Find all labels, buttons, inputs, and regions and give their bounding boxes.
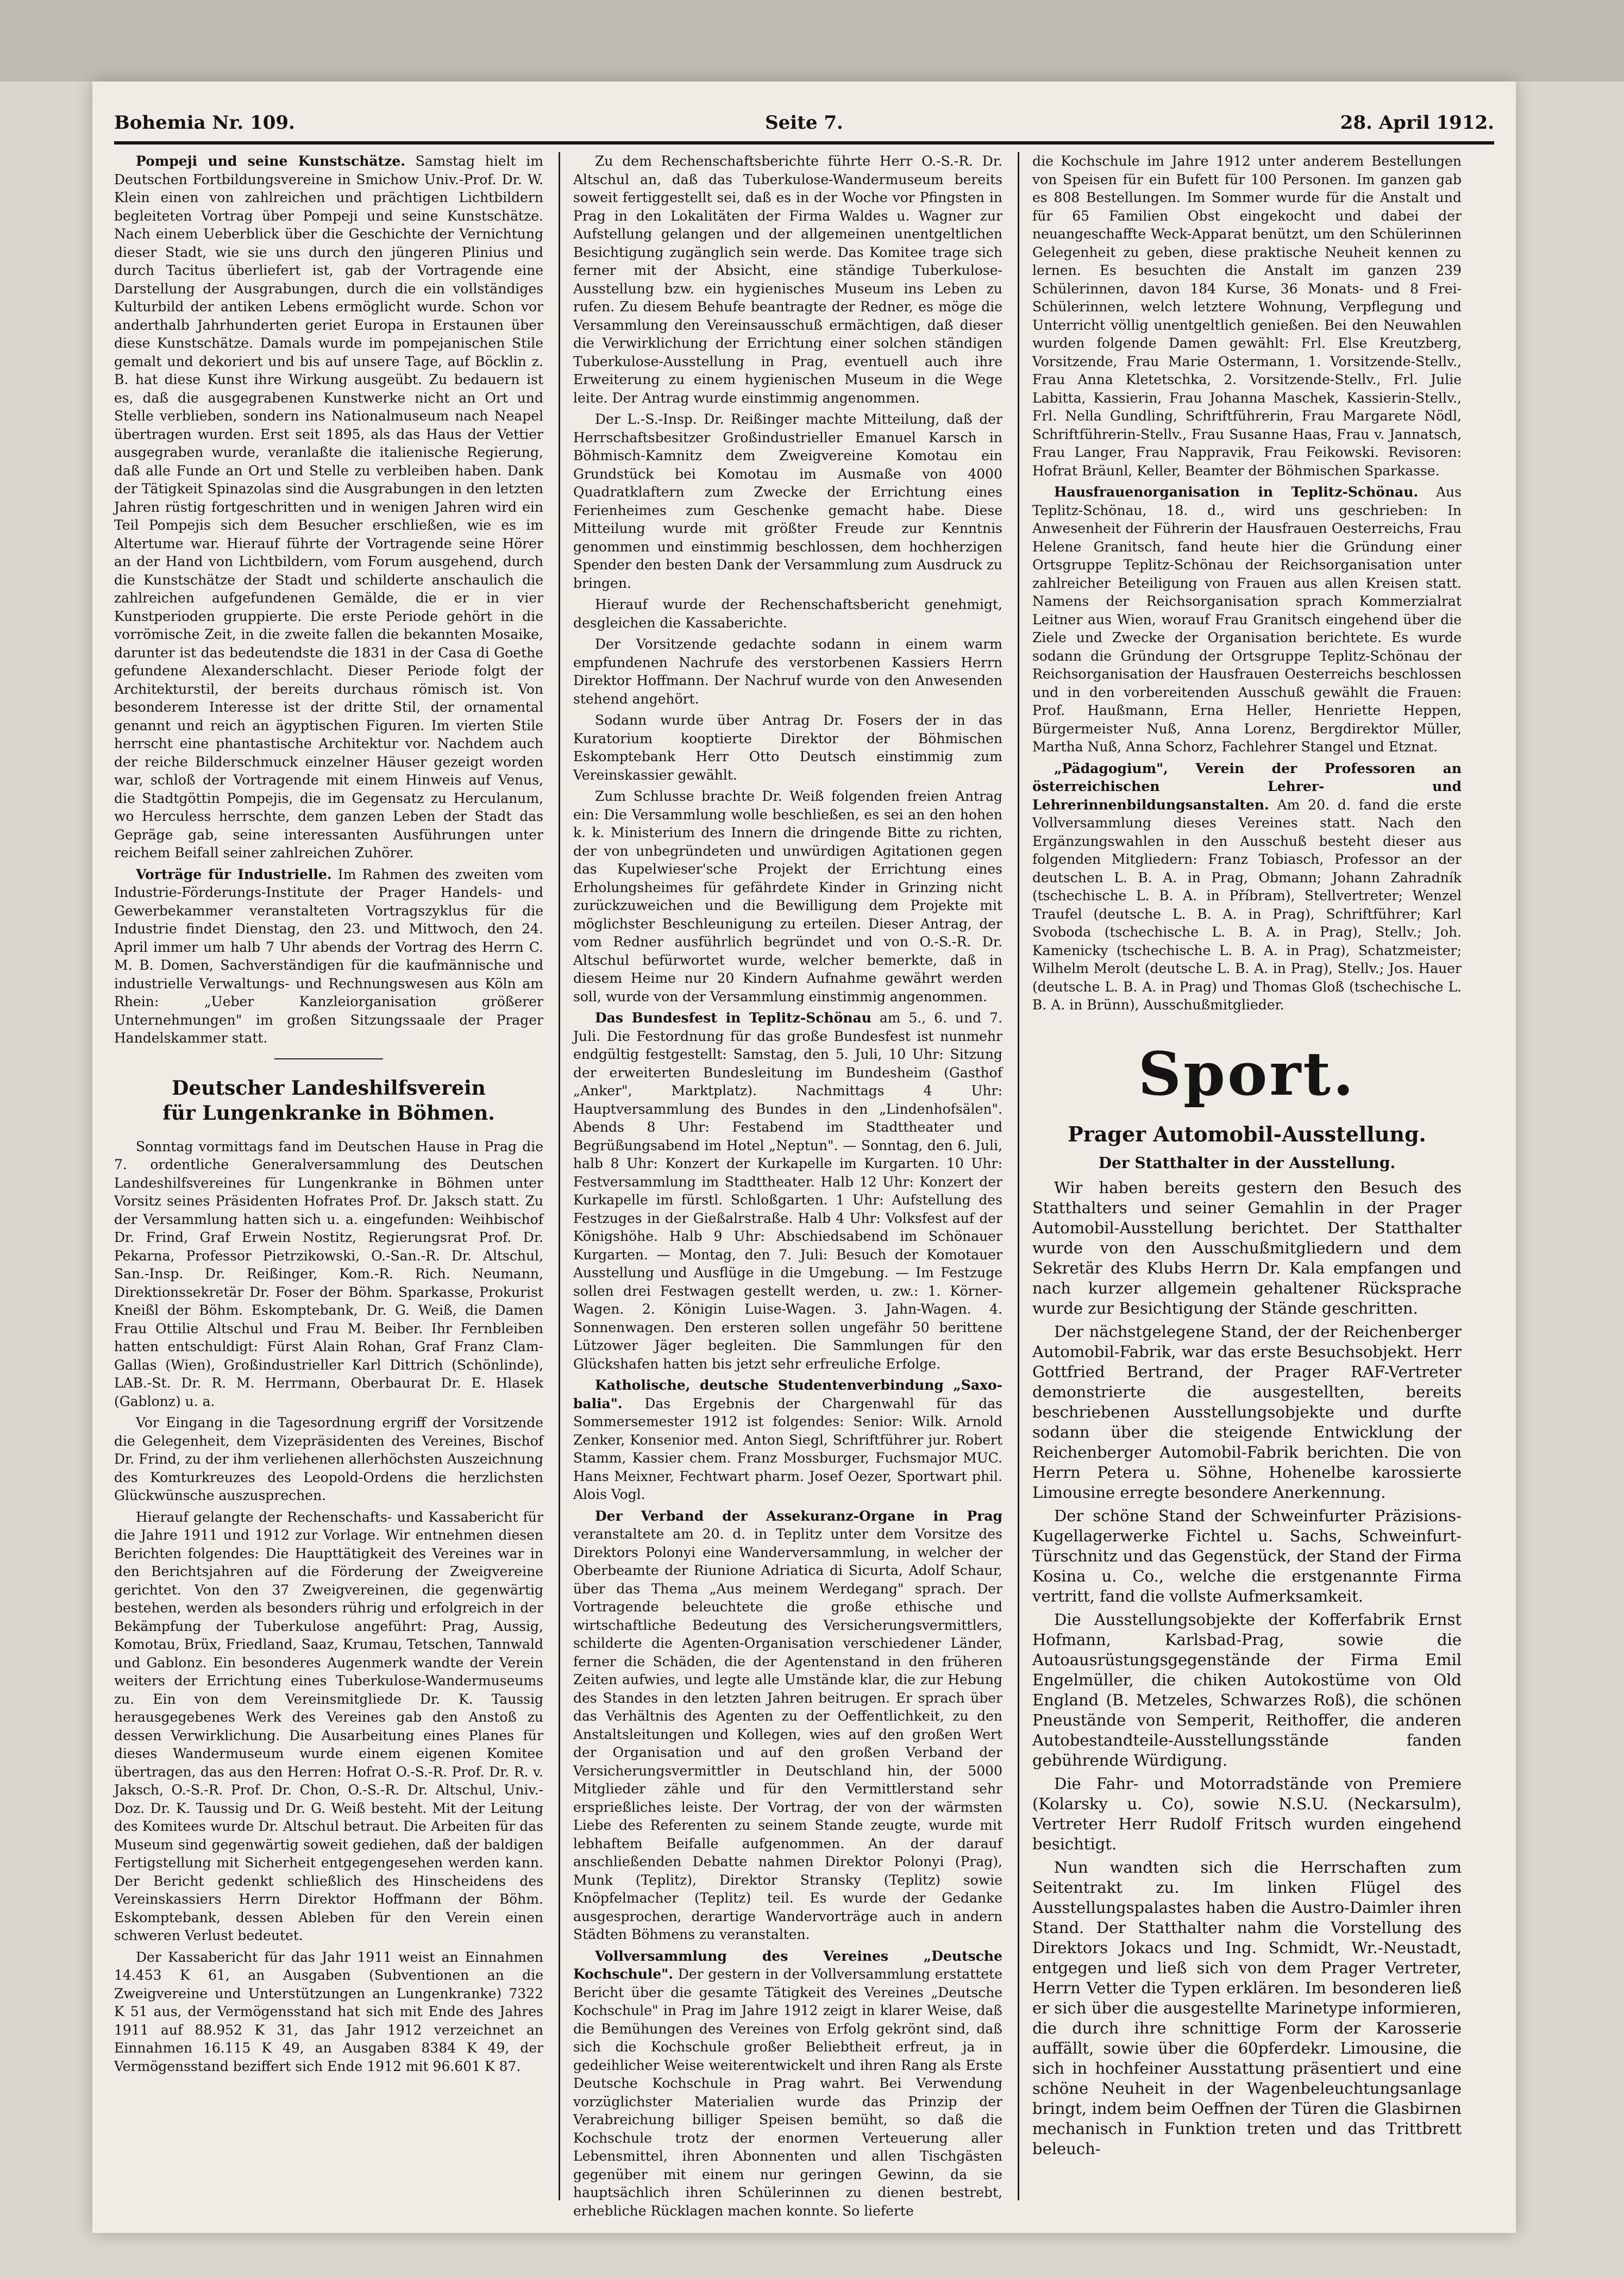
- column-2: [573, 152, 1002, 2219]
- sport-article-body: [1032, 1178, 1462, 2159]
- paragraph: Die Ausstellungsobjekte der Kofferfabrik Ernst Hofmann, Karlsbad-Prag, sowie die Autoausrüstungsgegenstände der Firma Emil Engelmüller, die chiken Autokostüme von Old England (B. Metzeles, Schwarzes Roß), die schönen Pneustände von Semperit, Reithoffer, die anderen Autobestandteile-Ausstellungsstände fanden gebührende Würdigung.: [1032, 1610, 1462, 1769]
- article-assekuranz: [573, 1507, 1002, 1944]
- column-divider: [1018, 152, 1019, 2200]
- newspaper-page: [92, 81, 1516, 2233]
- article-kochschule: [573, 1947, 1002, 2220]
- separator-rule: [274, 1058, 383, 1059]
- article-hausfrauen: [1032, 483, 1462, 756]
- paragraph: Sonntag vormittags fand im Deutschen Hause in Prag die 7. ordentliche Generalversammlung des Deutschen Landeshilfsvereines für Lungenkranke in Böhmen unter Vorsitz seines Präsidenten Hofrates Prof. Dr. Jaksch statt. Zu der Versammlung hatten sich u. a. eingefunden: Weihbischof Dr. Frind, Graf Erwein Nostitz, Regierungsrat Prof. Dr. Pekarna, Professor Pietrzikowski, O.-San.-R. Dr. Altschul, San.-Insp. Dr. Reißinger, Kom.-R. Rich. Neumann, Direktionssekretär Dr. Foser der Böhm. Sparkasse, Prokurist Kneißl der Böhm. Eskomptebank, Dr. G. Weiß, die Damen Frau Ottilie Altschul und Frau M. Beiber. Ihr Fernbleiben hatten entschuldigt: Fürst Alain Rohan, Graf Franz Clam-Gallas (Wien), Großindustrieller Karl Dittrich (Schönlinde), LAB.-St. Dr. R. M. Herrmann, Oberbaurat Dr. E. Hlasek (Gablonz) u. a.: [114, 1138, 543, 1409]
- header-date: 28. April 1912.: [1340, 112, 1494, 134]
- paragraph: Zu dem Rechenschaftsberichte führte Herr O.-S.-R. Dr. Altschul an, daß das Tuberkulose-Wandermuseum bereits soweit fertiggestellt sei, daß es in der Woche vor Pfingsten in Prag in den Lokalitäten der Firma Waldes u. Wagner zur Aufstellung gelangen und der allgemeinen unentgeltlichen Besichtigung zugänglich sein werde. Das Komitee trage sich ferner mit der Absicht, eine ständige Tuberkulose-Ausstellung bzw. ein hygienisches Museum ins Leben zu rufen. Zu diesem Behufe beantragte der Redner, es möge die Versammlung den Vereinsausschuß ermächtigen, daß dieser die Verwirklichung der Errichtung einer solchen ständigen Tuberkulose-Ausstellung in Prag, eventuell auch ihre Erweiterung zu einem hygienischen Museum in die Wege leite. Der Antrag wurde einstimmig angenommen.: [573, 153, 1002, 406]
- article-body: am 5., 6. und 7. Juli. Die Festordnung für das große Bundesfest ist nunmehr endgültig festgestellt: Samstag, den 5. Juli, 10 Uhr: Sitzung der erweiterten Bundesleitung im Bundesheim (Gasthof „Anker", Marktplatz). Nachmittags 4 Uhr: Hauptversammlung des Bundes in den „Lindenhofsälen". Abends 8 Uhr: Festabend im Stadttheater und Begrüßungsabend im Hotel „Neptun". — Sonntag, den 6. Juli, halb 8 Uhr: Konzert der Kurkapelle im Kurgarten. 10 Uhr: Festversammlung im Stadttheater. Halb 12 Uhr: Konzert der Kurkapelle im fürstl. Schloßgarten. 1 Uhr: Aufstellung des Festzuges in der Gießalrstraße. Halb 4 Uhr: Volksfest auf der Königshöhe. Halb 9 Uhr: Abschiedsabend im Schönauer Kurgarten. — Montag, den 7. Juli: Besuch der Komotauer Ausstellung und Ausflüge in die Umgebung. — Im Festzuge sollen drei Festwagen gestellt werden, u. zw.: 1. Körner-Wagen. 2. Königin Luise-Wagen. 3. Jahn-Wagen. 4. Sonnenwagen. Den ersteren sollen ungefähr 50 berittene Lützower Jäger begleiten. Die Sammlungen für den Glückshafen hatten bis jetzt sehr erfreuliche Erfolge.: [573, 1010, 1002, 1372]
- paragraph: Die Fahr- und Motorradstände von Premiere (Kolarsky u. Co), sowie N.S.U. (Neckarsulm), Vertreter Herr Rudolf Fritsch wurden eingehend besichtigt.: [1032, 1774, 1462, 1853]
- heading-line: für Lungenkranke in Böhmen.: [162, 1101, 495, 1125]
- article-lead: Katholische, deutsche Studentenverbindung „Saxo-balia".: [573, 1377, 1002, 1411]
- article-body: Samstag hielt im Deutschen Fortbildungsvereine in Smichow Univ.-Prof. Dr. W. Klein einen von zahlreichen und prächtigen Lichtbildern begleiteten Vortrag über Pompeji und seine Kunstschätze. Nach einem Ueberblick über die Geschichte der Vernichtung dieser Stadt, wie sie uns durch den jüngeren Plinius und durch Tacitus überliefert ist, gab der Vortragende eine Darstellung der Ausgrabungen, durch die ein vollständiges Kulturbild der antiken Lebens ermöglicht wurde. Schon vor anderthalb Jahrhunderten geriet Europa in Erstaunen über diese Kunstschätze. Damals wurde im pompejanischen Stile gemalt und dekoriert und bis auf unsere Tage, auf Böcklin z. B. hat diese Kunst ihre Wirkung ausgeübt. Zu bedauern ist es, daß die ausgegrabenen Kunstwerke nicht an Ort und Stelle verblieben, sondern ins Nationalmuseum nach Neapel übertragen wurden. Erst seit 1895, als das Haus der Vettier ausgegraben wurde, veranlaßte die italienische Regierung, daß alle Funde an Ort und Stelle zu verbleiben haben. Dank der Tätigkeit Spinazolas sind die Ausgrabungen in den letzten Jahren rüstig fortgeschritten und in wenigen Jahren wird ein Teil Pompejis sich dem Besucher erschließen, wie es im Altertume war. Hierauf führte der Vortragende seine Hörer an der Hand von Lichtbildern, vom Forum ausgehend, durch die Kunstschätze der Stadt und schilderte anschaulich die zahlreichen aufgefundenen Gemälde, die er in vier Kunstperioden gruppierte. Die erste Periode gehört in die vorrömische Zeit, in die zweite fallen die bekannten Mosaike, darunter ist das bedeutendste die 1831 in der Casa di Goethe gefundene Alexanderschlacht. Dieser Periode folgt der Architekturstil, der bereits durchaus römisch ist. Von besonderem Interesse ist der dritte Stil, der ornamental genannt und reich an ägyptischen Figuren. Im vierten Stile herrscht eine phantastische Architektur vor. Nachdem auch der reiche Bilderschmuck einzelner Häuser gezeigt worden war, schloß der Vortragende mit einem Hinweis auf Venus, die Stadtgöttin Pompejis, die im Gegensatz zu Herculanum, wo Herculess herrschte, dem ganzen Leben der Stadt das Gepräge gab, seine interessanten Ausführungen unter reichem Beifall seiner zahlreichen Zuhörer.: [114, 153, 543, 861]
- article-lead: Der Verband der Assekuranz-Organe in Prag: [595, 1508, 1002, 1524]
- article-subheading: Der Statthalter in der Ausstellung.: [1098, 1154, 1396, 1172]
- header-page-number: Seite 7.: [765, 112, 843, 134]
- article-lead: Hausfrauenorganisation in Teplitz-Schönau.: [1054, 484, 1419, 500]
- paragraph: Der L.-S.-Insp. Dr. Reißinger machte Mitteilung, daß der Herrschaftsbesitzer Großindustrieller Emanuel Karsch in Böhmisch-Kamnitz dem Zweigvereine Komotau ein Grundstück bei Komotau im Ausmaße von 4000 Quadratklaftern zum Zwecke der Errichtung eines Ferienheimes zum Geschenke gemacht habe. Diese Mitteilung wurde mit größter Freude zur Kenntnis genommen und einstimmig beschlossen, dem hochherzigen Spender den besten Dank der Versammlung zum Ausdruck zu bringen.: [573, 411, 1002, 591]
- paragraph: Der schöne Stand der Schweinfurter Präzisions-Kugellagerwerke Fichtel u. Sachs, Schweinfurt-Türschnitz und das Gegenstück, der Stand der Firma Kosina u. Co., welche die erstgenannte Firma vertritt, fand die vollste Aufmerksamkeit.: [1032, 1506, 1462, 1605]
- article-lead: Vollversammlung des Vereines „Deutsche Kochschule".: [573, 1948, 1002, 1982]
- paragraph: Der nächstgelegene Stand, der der Reichenberger Automobil-Fabrik, war das erste Besuchsobjekt. Herr Gottfried Bertrand, der Prager RAF-Vertreter demonstrierte die ausgestellten, bereits beschriebenen Ausstellungsobjekte und durfte sodann über die steigende Entwicklung der Reichenberger Automobil-Fabrik berichten. Die von Herrn Petera u. Söhne, Hohenelbe karossierte Limousine erregte besondere Anerkennung.: [1032, 1322, 1462, 1502]
- paragraph: die Kochschule im Jahre 1912 unter anderem Bestellungen von Speisen für ein Bufett für 100 Personen. Im ganzen gab es 808 Bestellungen. Im Sommer wurde für die Anstalt und für 65 Familien Obst eingekocht und dabei der neuangeschaffte Weck-Apparat benützt, um den Schülerinnen Gelegenheit zu geben, diese praktische Neuheit kennen zu lernen. Es besuchten die Anstalt im ganzen 239 Schülerinnen, davon 184 Kurse, 36 Monats- und 8 Frei-Schülerinnen, welch letztere Wohnung, Verpflegung und Unterricht völlig unentgeltlich genießen. Bei den Neuwahlen wurden folgende Damen gewählt: Frl. Else Kreutzberg, Vorsitzende, Frau Marie Ostermann, 1. Vorsitzende-Stellv., Frau Anna Kletetschka, 2. Vorsitzende-Stellv., Frl. Julie Labitta, Kassierin, Frau Johanna Maschek, Kassierin-Stellv., Frl. Nella Gundling, Schriftführerin, Frau Margarete Nödl, Schriftführerin-Stellv., Frau Susanne Haas, Frau v. Jannatsch, Frau Langer, Frau Nappravik, Frau Feikowski. Revisoren: Hofrat Bräunl, Keller, Beamter der Böhmischen Sparkasse.: [1032, 153, 1462, 479]
- header-paper-name: Bohemia Nr. 109.: [114, 112, 295, 134]
- article-body: Am 20. d. fand die erste Vollversammlung dieses Vereines statt. Nach den Ergänzungswahlen in den Ausschuß besteht dieser aus folgenden Mitgliedern: Franz Tobiasch, Professor an der deutschen L. B. A. in Prag, Obmann; Johann Zahradník (tschechische L. B. A. in Příbram), Stellvertreter; Wenzel Traufel (deutsche L. B. A. in Prag), Schriftführer; Karl Svoboda (tschechische L. B. A. in Prag), Stellv.; Joh. Kamenicky (tschechische L. B. A. in Prag), Schatzmeister; Wilhelm Merolt (deutsche L. B. A. in Prag), Stellv.; Jos. Hauer (deutsche L. B. A. in Prag) und Thomas Gloß (tschechische L. B. A. in Brünn), Ausschußmitglieder.: [1032, 796, 1462, 1013]
- column-1: [114, 152, 543, 2200]
- article-body: veranstaltete am 20. d. in Teplitz unter dem Vorsitze des Direktors Polonyi eine Wanderversammlung, in welcher der Oberbeamte der Riunione Adriatica di Sicurta, Adolf Schaur, über das Thema „Aus meinem Werdegang" sprach. Der Vortragende beleuchtete die große ethische und wirtschaftliche Bedeutung des Versicherungsvermittlers, schilderte die Agenten-Organisation verschiedener Länder, ferner die Schäden, die der Agentenstand in den früheren Zeiten aufwies, und legte alle Umstände klar, die zur Hebung des Standes in den letzten Jahren beitrugen. Er sprach über das Verhältnis des Agenten zu der Oeffentlichkeit, zu den Anstaltsleitungen und Kollegen, wies auf den großen Wert der Organisation und auf den großen Verband der Versicherungsvermittler in Deutschland hin, der 5000 Mitglieder zähle und für den Vermittlerstand sehr ersprießliches leiste. Der Vortrag, der von der wärmsten Liebe des Referenten zu seinem Stande zeugte, wurde mit lebhaftem Beifalle aufgenommen. An der darauf anschließenden Debatte nahmen Direktor Polonyi (Prag), Munk (Teplitz), Direktor Stransky (Teplitz) sowie Knöpfelmacher (Teplitz) teil. Es wurde der Gedanke ausgesprochen, derartige Wandervorträge auch in andern Städten Böhmens zu veranstalten.: [573, 1526, 1002, 1942]
- article-lead: Vorträge für Industrielle.: [136, 866, 332, 882]
- paragraph: Der Vorsitzende gedachte sodann in einem warm empfundenen Nachrufe des verstorbenen Kassiers Herrn Direktor Hoffmann. Der Nachruf wurde von den Anwesenden stehend angehört.: [573, 636, 1002, 707]
- column-3: [1032, 152, 1462, 2200]
- article-pompeji: [114, 152, 543, 862]
- paragraph: Zum Schlusse brachte Dr. Weiß folgenden freien Antrag ein: Die Versammlung wolle beschließen, es sei an den hohen k. k. Ministerium des Innern die dringende Bitte zu richten, der von unbegründeten und unwürdigen Agitationen gegen das Kupelwieser'sche Projekt der Errichtung eines Erholungsheimes für gefährdete Kinder in Grinzing nicht zurückzuweichen und die Bewilligung dem Projekte mit möglichster Beschleunigung zu erteilen. Dieser Antrag, der vom Redner ausführlich begründet und von O.-S.-R. Dr. Altschul befürwortet wurde, welcher bemerkte, daß in diesem Heime nur 20 Kindern Aufnahme gewährt werden soll, wurde von der Versammlung einstimmig angenommen.: [573, 788, 1002, 1005]
- article-lead: Das Bundesfest in Teplitz-Schönau: [595, 1010, 871, 1026]
- section-heading-sport: Sport.: [1138, 1038, 1356, 1109]
- header-rule: [114, 141, 1494, 145]
- page-header: [114, 101, 1494, 145]
- article-heading-automobil: Prager Automobil-Ausstellung.: [1068, 1121, 1426, 1146]
- article-body: Im Rahmen des zweiten vom Industrie-Förderungs-Institute der Prager Handels- und Gewerbekammer veranstalteten Vortragszyklus für die Industrie findet Dienstag, den 23. und Mittwoch, den 24. April immer um halb 7 Uhr abends der Vortrag des Herrn C. M. B. Domen, Sachverständigen für die kaufmännische und industrielle Verwaltungs- und Rechnungswesen aus Köln am Rhein: „Ueber Kanzleiorganisation größerer Unternehmungen" im großen Sitzungssaale der Prager Handelskammer statt.: [114, 866, 544, 1046]
- paragraph: Nun wandten sich die Herrschaften zum Seitentrakt zu. Im linken Flügel des Ausstellungspalastes haben die Austro-Daimler ihren Stand. Der Statthalter nahm die Vorstellung des Direktors Jokacs und Ing. Schmidt, Wr.-Neustadt, entgegen und ließ sich von dem Prager Vertreter, Herrn Vetter die Typen erklären. Im besonderen ließ er sich über die ausgestellte Marinetype informieren, die durch ihre schnittige Form der Karosserie auffällt, sowie über die 60pferdekr. Limousine, die sich in hochfeiner Ausstattung präsentiert und eine schöne Neuheit in der Wagenbeleuchtungsanlage bringt, indem beim Oeffnen der Türen die Glasbirnen mechanisch in Funktion treten und das Trittbrett beleuch-: [1032, 1857, 1462, 2158]
- article-body: Der gestern in der Vollversammlung erstattete Bericht über die gesamte Tätigkeit des Vereines „Deutsche Kochschule" in Prag im Jahre 1912 zeigt in klarer Weise, daß die Bemühungen des Vereines von Erfolg gekrönt sind, daß sich die Kochschule großer Beliebtheit erfreut, ja in gedeihlicher Weise weiterentwickelt und ihren Rang als Erste Deutsche Kochschule in Prag wahrt. Bei Verwendung vorzüglichster Materialien wurde das Prinzip der Verabreichung billiger Speisen bemüht, so daß die Kochschule trotz der enormen Verteuerung aller Lebensmittel, ihren Abonnenten und allen Tischgästen gegenüber mit einem nur geringen Gewinn, da sie hauptsächlich ihren Schülerinnen zu dienen bestrebt, erhebliche Rücklagen machen konnte. So lieferte: [573, 1966, 1002, 2219]
- article-body: Das Ergebnis der Chargenwahl für das Sommersemester 1912 ist folgendes: Senior: Wilk. Arnold Zenker, Konsenior med. Anton Siegl, Schriftführer jur. Robert Stamm, Kassier chem. Franz Mossburger, Fuchsmajor MUC. Hans Meixner, Fechtwart pharm. Josef Oezer, Sportwart phil. Alois Vogl.: [573, 1395, 1002, 1502]
- paragraph: Wir haben bereits gestern den Besuch des Statthalters und seiner Gemahlin in der Prager Automobil-Ausstellung berichtet. Der Statthalter wurde von den Ausschußmitgliedern und dem Sekretär des Klubs Herrn Dr. Kala empfangen und nach kurzer allgemein gehaltener Rücksprache wurde zur Besichtigung der Stände geschritten.: [1032, 1178, 1462, 1317]
- article-lead: „Pädagogium", Verein der Professoren an österreichischen Lehrer- und Lehrerinnenbildungsanstalten.: [1032, 760, 1462, 813]
- paragraph: Sodann wurde über Antrag Dr. Fosers der in das Kuratorium kooptierte Direktor der Böhmischen Eskomptebank Herr Otto Deutsch einstimmig zum Vereinskassier gewählt.: [573, 712, 1002, 783]
- article-body: Aus Teplitz-Schönau, 18. d., wird uns geschrieben: In Anwesenheit der Führerin der Hausfrauen Oesterreichs, Frau Helene Granitsch, fand heute hier die Gründung einer Ortsgruppe Teplitz-Schönau der Reichsorganisation unter zahlreicher Beteiligung von Frauen aus allen Kreisen statt. Namens der Reichsorganisation sprach Kommerzialrat Leitner aus Wien, worauf Frau Granitsch eingehend über die Ziele und Zwecke der Organisation berichtete. Es wurde sodann die Gründung der Ortsgruppe Teplitz-Schönau der Reichsorganisation der Hausfrauen Oesterreichs beschlossen und in den vorbereitenden Ausschuß gewählt die Frauen: Prof. Haußmann, Erna Heller, Henriette Heppen, Bürgermeister Nuß, Anna Lorenz, Bergdirektor Müller, Martha Nuß, Anna Schorz, Fachlehrer Stangel und Etznat.: [1032, 484, 1462, 755]
- column-divider: [559, 152, 560, 2200]
- article-vortraege: [114, 865, 543, 1047]
- paragraph: Hierauf gelangte der Rechenschafts- und Kassabericht für die Jahre 1911 und 1912 zur Vorlage. Wir entnehmen diesen Berichten folgendes: Die Haupttätigkeit des Vereines war in den Berichtsjahren auf die Förderung der Zweigvereine gerichtet. Von den 37 Zweigvereinen, die gegenwärtig bestehen, werden als besonders rührig und erfolgreich in der Bekämpfung der Tuberkulose angeführt: Prag, Aussig, Komotau, Brüx, Friedland, Saaz, Krumau, Tetschen, Tannwald und Gablonz. Ein besonderes Augenmerk wandte der Verein weiters der Errichtung eines Tuberkulose-Wandermuseums zu. Ein von dem Vereinsmitgliede Dr. K. Taussig herausgegebenes Werk des Vereines gab den Anstoß zu dessen Verwirklichung. Die Ausarbeitung eines Planes für dieses Wandermuseum wurde einem eigenen Komitee übertragen, das aus den Herren: Hofrat O.-S.-R. Prof. Dr. R. v. Jaksch, O.-S.-R. Prof. Dr. Chon, O.-S.-R. Dr. Altschul, Univ.-Doz. Dr. K. Taussig und Dr. G. Weiß besteht. Mit der Leitung des Komitees wurde Dr. Altschul betraut. Die Arbeiten für das Museum sind gegenwärtig soweit gediehen, daß der baldigen Fertigstellung mit Sicherheit entgegengesehen werden kann. Der Bericht gedenkt schließlich des Hinscheidens des Vereinskassiers Herrn Direktor Hoffmann der Böhm. Eskomptebank, dessen Ableben für den Verein einen schweren Verlust bedeutet.: [114, 1509, 543, 1943]
- article-paedagogium: [1032, 760, 1462, 1014]
- paragraph: Der Kassabericht für das Jahr 1911 weist an Einnahmen 14.453 K 61, an Ausgaben (Subventionen an die Zweigvereine und Unterstützungen an Lungenkranke) 7322 K 51 aus, der Vermögensstand hat sich mit Ende des Jahres 1911 auf 88.952 K 31, das Jahr 1912 verzeichnet an Einnahmen 16.115 K 49, an Ausgaben 8384 K 49, der Vermögensstand beziffert sich Ende 1912 mit 96.601 K 87.: [114, 1949, 543, 2074]
- scan-background-top: [0, 0, 1624, 81]
- article-lead: Pompeji und seine Kunstschätze.: [136, 153, 405, 169]
- heading-line: Deutscher Landeshilfsverein: [172, 1076, 486, 1100]
- article-heading-landeshilfsverein: [114, 1076, 543, 1126]
- paragraph: Vor Eingang in die Tagesordnung ergriff der Vorsitzende die Gelegenheit, dem Vizepräsidenten des Vereines, Bischof Dr. Frind, zu der ihm verliehenen allerhöchsten Auszeichnung des Komturkreuzes des Leopold-Ordens die herzlichsten Glückwünsche auszusprechen.: [114, 1415, 543, 1503]
- article-bundesfest: [573, 1009, 1002, 1373]
- paragraph: Hierauf wurde der Rechenschaftsbericht genehmigt, desgleichen die Kassaberichte.: [573, 597, 1002, 631]
- article-saxobalia: [573, 1376, 1002, 1504]
